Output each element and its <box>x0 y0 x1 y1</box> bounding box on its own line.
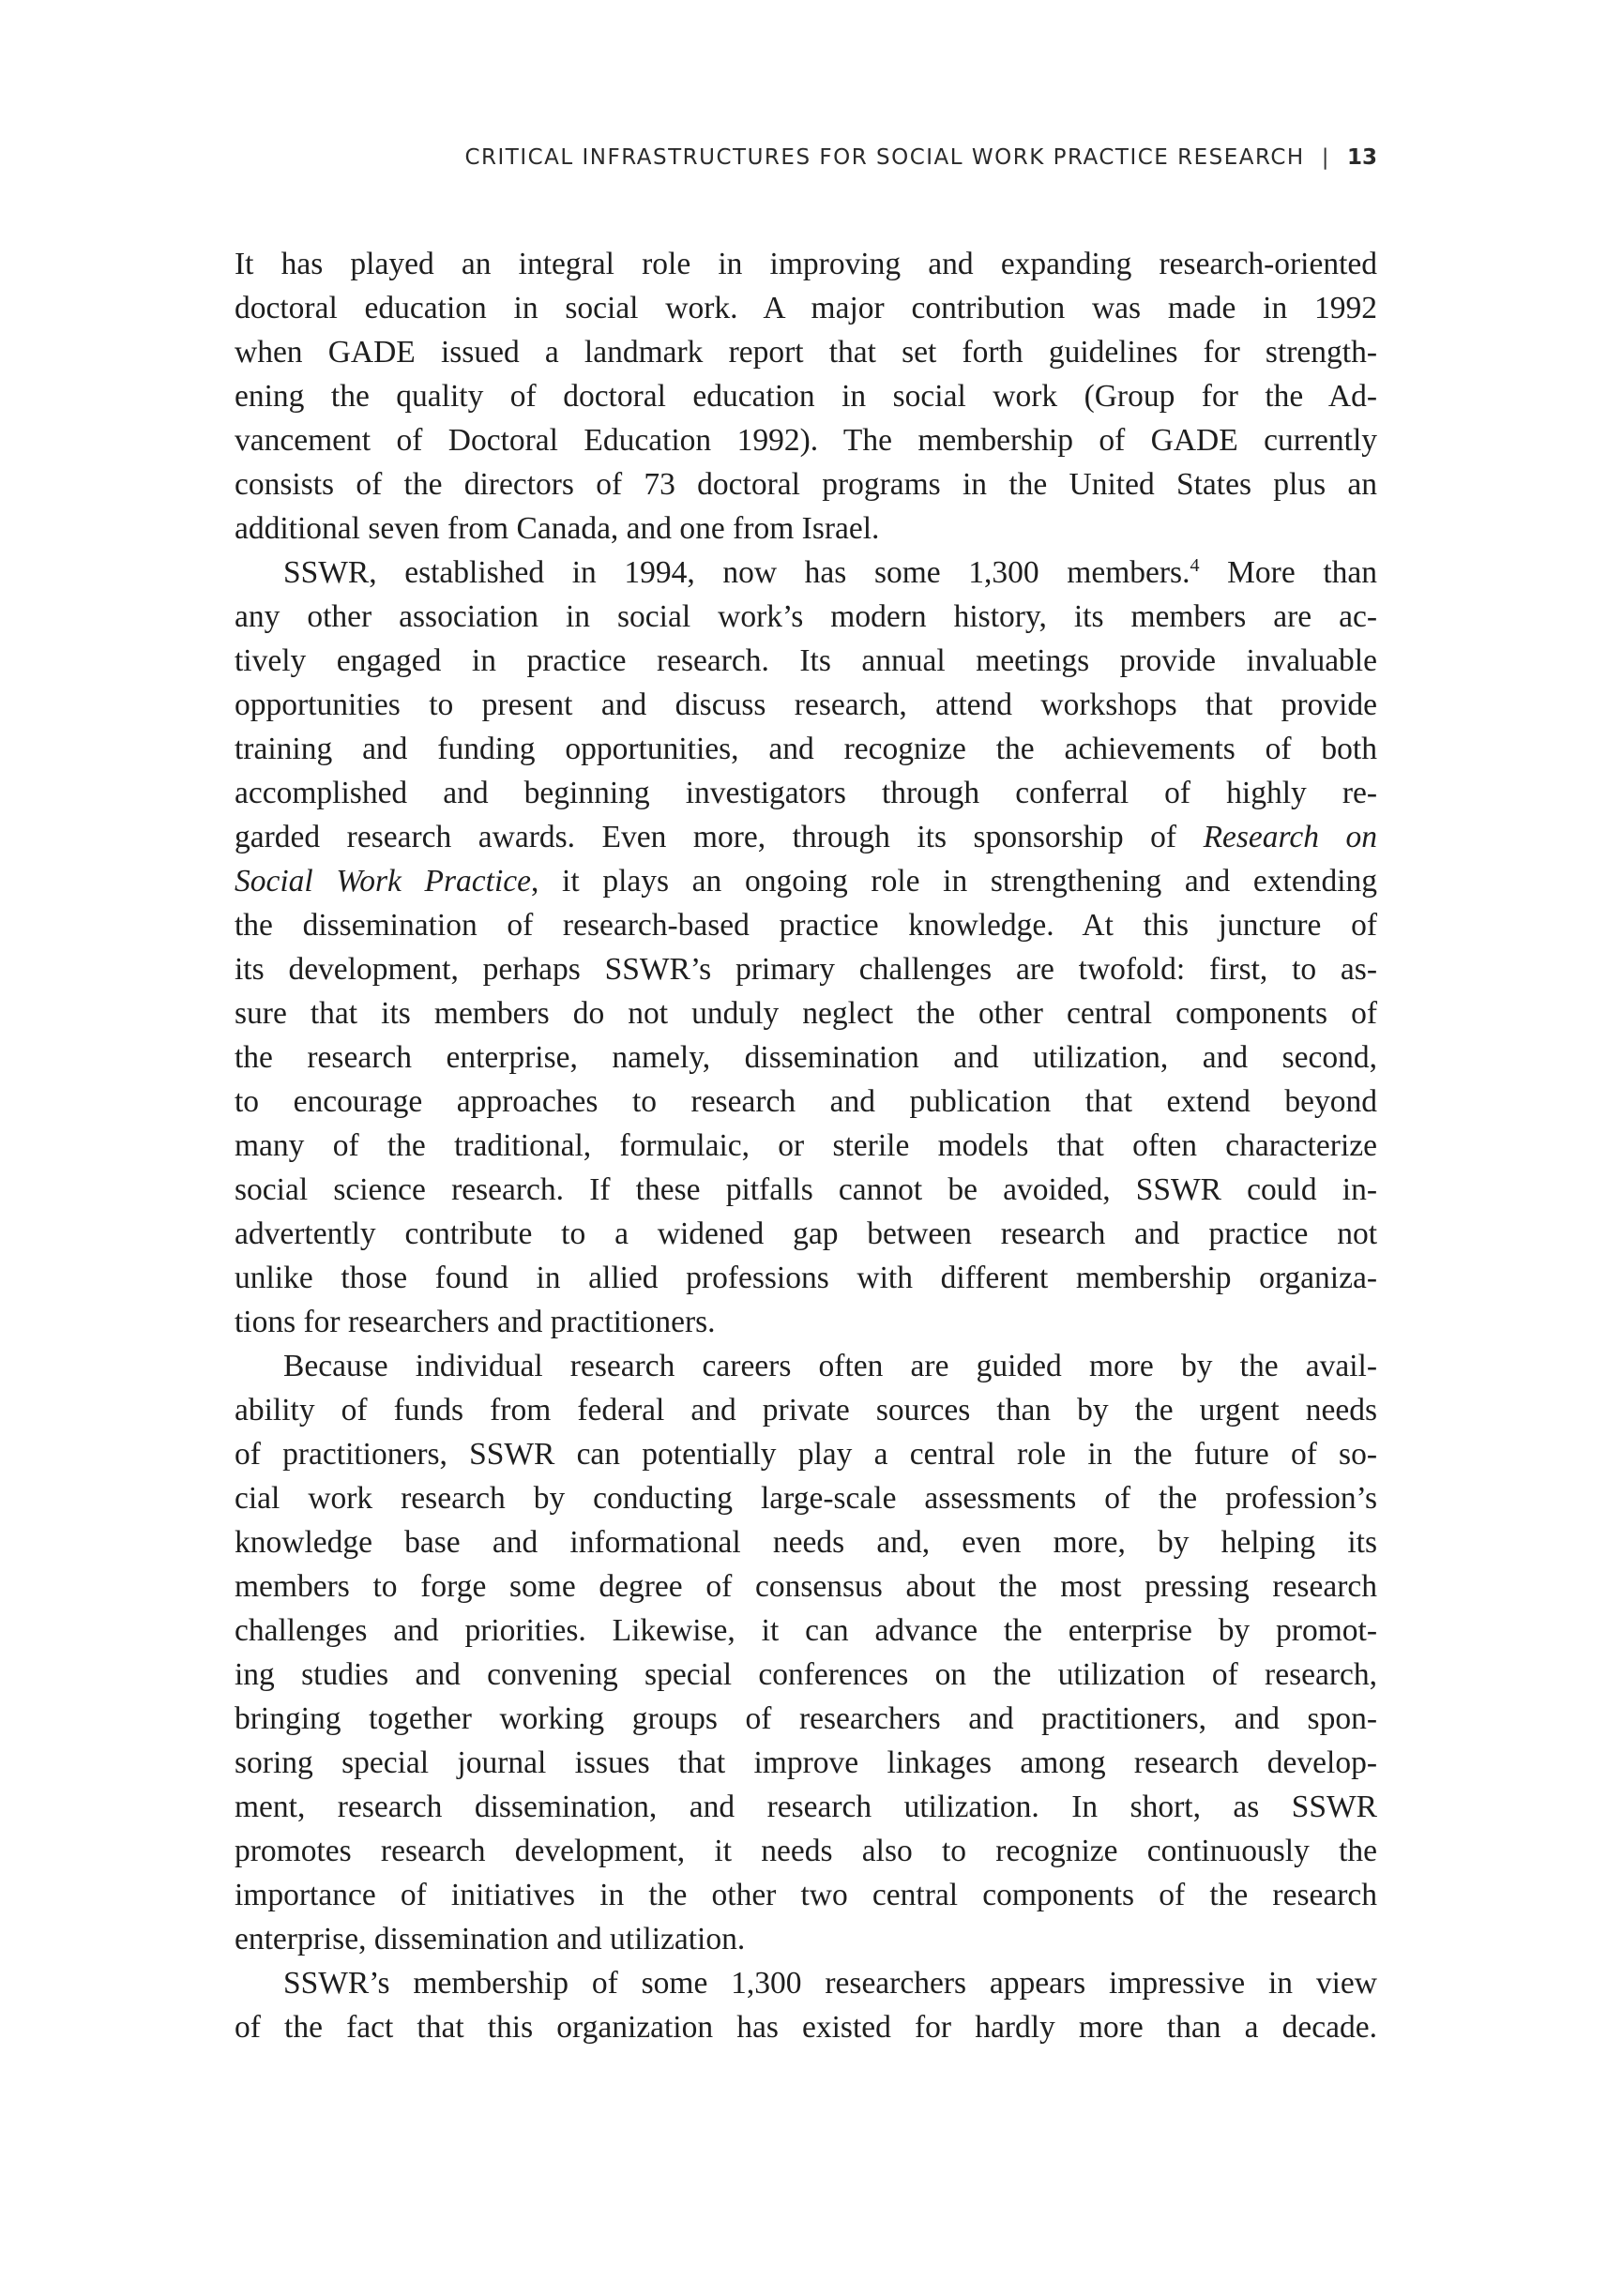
text-line <box>235 815 1377 859</box>
text-line: bringing together working groups of researchers and practitioners, and spon- <box>235 1701 1377 1736</box>
text-line: ability of funds from federal and private sources than by the urgent needs <box>235 1393 1377 1427</box>
text-line: SSWR’s membership of some 1,300 researchers appears impressive in view <box>283 1966 1377 2001</box>
text-line: to encourage approaches to research and publication that extend beyond <box>235 1084 1377 1119</box>
text-line: when GADE issued a landmark report that set forth guidelines for strength- <box>235 335 1377 370</box>
journal-title: Research on <box>1203 820 1377 854</box>
text-line: promotes research development, it needs also to recognize continuously the <box>235 1834 1377 1868</box>
text-line: of the fact that this organization has existed for hardly more than a decade. <box>235 2010 1377 2045</box>
text-line: accomplished and beginning investigators through conferral of highly re- <box>235 776 1377 810</box>
page-number: 13 <box>1346 145 1377 170</box>
running-head-title: CRITICAL INFRASTRUCTURES FOR SOCIAL WORK PRACTICE RESEARCH <box>464 145 1305 170</box>
text-line: members to forge some degree of consensus about the most pressing research <box>235 1569 1377 1604</box>
text-line: of practitioners, SSWR can potentially play a central role in the future of so- <box>235 1437 1377 1472</box>
text-line: vancement of Doctoral Education 1992). The membership of GADE currently <box>235 423 1377 458</box>
text-line: challenges and priorities. Likewise, it can advance the enterprise by promot- <box>235 1613 1377 1648</box>
footnote-reference[interactable]: 4 <box>1190 554 1200 576</box>
text-line: tively engaged in practice research. Its annual meetings provide invaluable <box>235 643 1377 678</box>
paragraph-gade <box>235 242 1377 551</box>
running-head <box>235 145 1377 170</box>
text-line <box>235 859 1377 903</box>
text-line: ening the quality of doctoral education in social work (Group for the Ad- <box>235 379 1377 414</box>
text-line: tions for researchers and practitioners. <box>235 1305 716 1339</box>
text-line: unlike those found in allied professions with different membership organiza- <box>235 1261 1377 1295</box>
text-line: It has played an integral role in improving and expanding research-oriented <box>235 247 1377 281</box>
text-line: knowledge base and informational needs and, even more, by helping its <box>235 1525 1377 1560</box>
text-run: garded research awards. Even more, through its sponsorship of <box>235 820 1204 854</box>
text-run: SSWR, established in 1994, now has some 1,300 members. <box>283 555 1190 590</box>
text-line: advertently contribute to a widened gap between research and practice not <box>235 1216 1377 1251</box>
text-line: ment, research dissemination, and research utilization. In short, as SSWR <box>235 1790 1377 1824</box>
text-line: cial work research by conducting large-scale assessments of the profession’s <box>235 1481 1377 1516</box>
text-line: its development, perhaps SSWR’s primary challenges are twofold: first, to as- <box>235 952 1377 987</box>
text-line: soring special journal issues that improve linkages among research develop- <box>235 1745 1377 1780</box>
text-line: the dissemination of research-based practice knowledge. At this juncture of <box>235 908 1377 943</box>
paragraph-sswr <box>235 551 1377 1344</box>
text-run: More than <box>1199 555 1377 590</box>
text-line: doctoral education in social work. A major contribution was made in 1992 <box>235 291 1377 325</box>
text-line: enterprise, dissemination and utilization. <box>235 1922 746 1956</box>
journal-title: Social Work Practice <box>235 864 532 899</box>
text-line: Because individual research careers often are guided more by the avail- <box>283 1349 1377 1383</box>
text-line: many of the traditional, formulaic, or sterile models that often characterize <box>235 1128 1377 1163</box>
text-line: additional seven from Canada, and one from Israel. <box>235 511 880 546</box>
text-line: importance of initiatives in the other two central components of the research <box>235 1878 1377 1912</box>
text-line: any other association in social work’s modern history, its members are ac- <box>235 599 1377 634</box>
text-run: , it plays an ongoing role in strengthening and extending <box>531 864 1378 899</box>
body-text <box>235 242 1377 2049</box>
text-line: training and funding opportunities, and recognize the achievements of both <box>235 732 1377 766</box>
text-line: ing studies and convening special conferences on the utilization of research, <box>235 1657 1377 1692</box>
text-line: social science research. If these pitfalls cannot be avoided, SSWR could in- <box>235 1172 1377 1207</box>
paragraph-membership <box>235 1961 1377 2049</box>
text-line: opportunities to present and discuss research, attend workshops that provide <box>235 687 1377 722</box>
text-line <box>235 551 1377 595</box>
text-line: the research enterprise, namely, dissemination and utilization, and second, <box>235 1040 1377 1075</box>
text-line: sure that its members do not unduly neglect the other central components of <box>235 996 1377 1031</box>
running-head-separator: | <box>1321 145 1330 170</box>
paragraph-research-careers <box>235 1344 1377 1961</box>
text-line: consists of the directors of 73 doctoral programs in the United States plus an <box>235 467 1377 502</box>
